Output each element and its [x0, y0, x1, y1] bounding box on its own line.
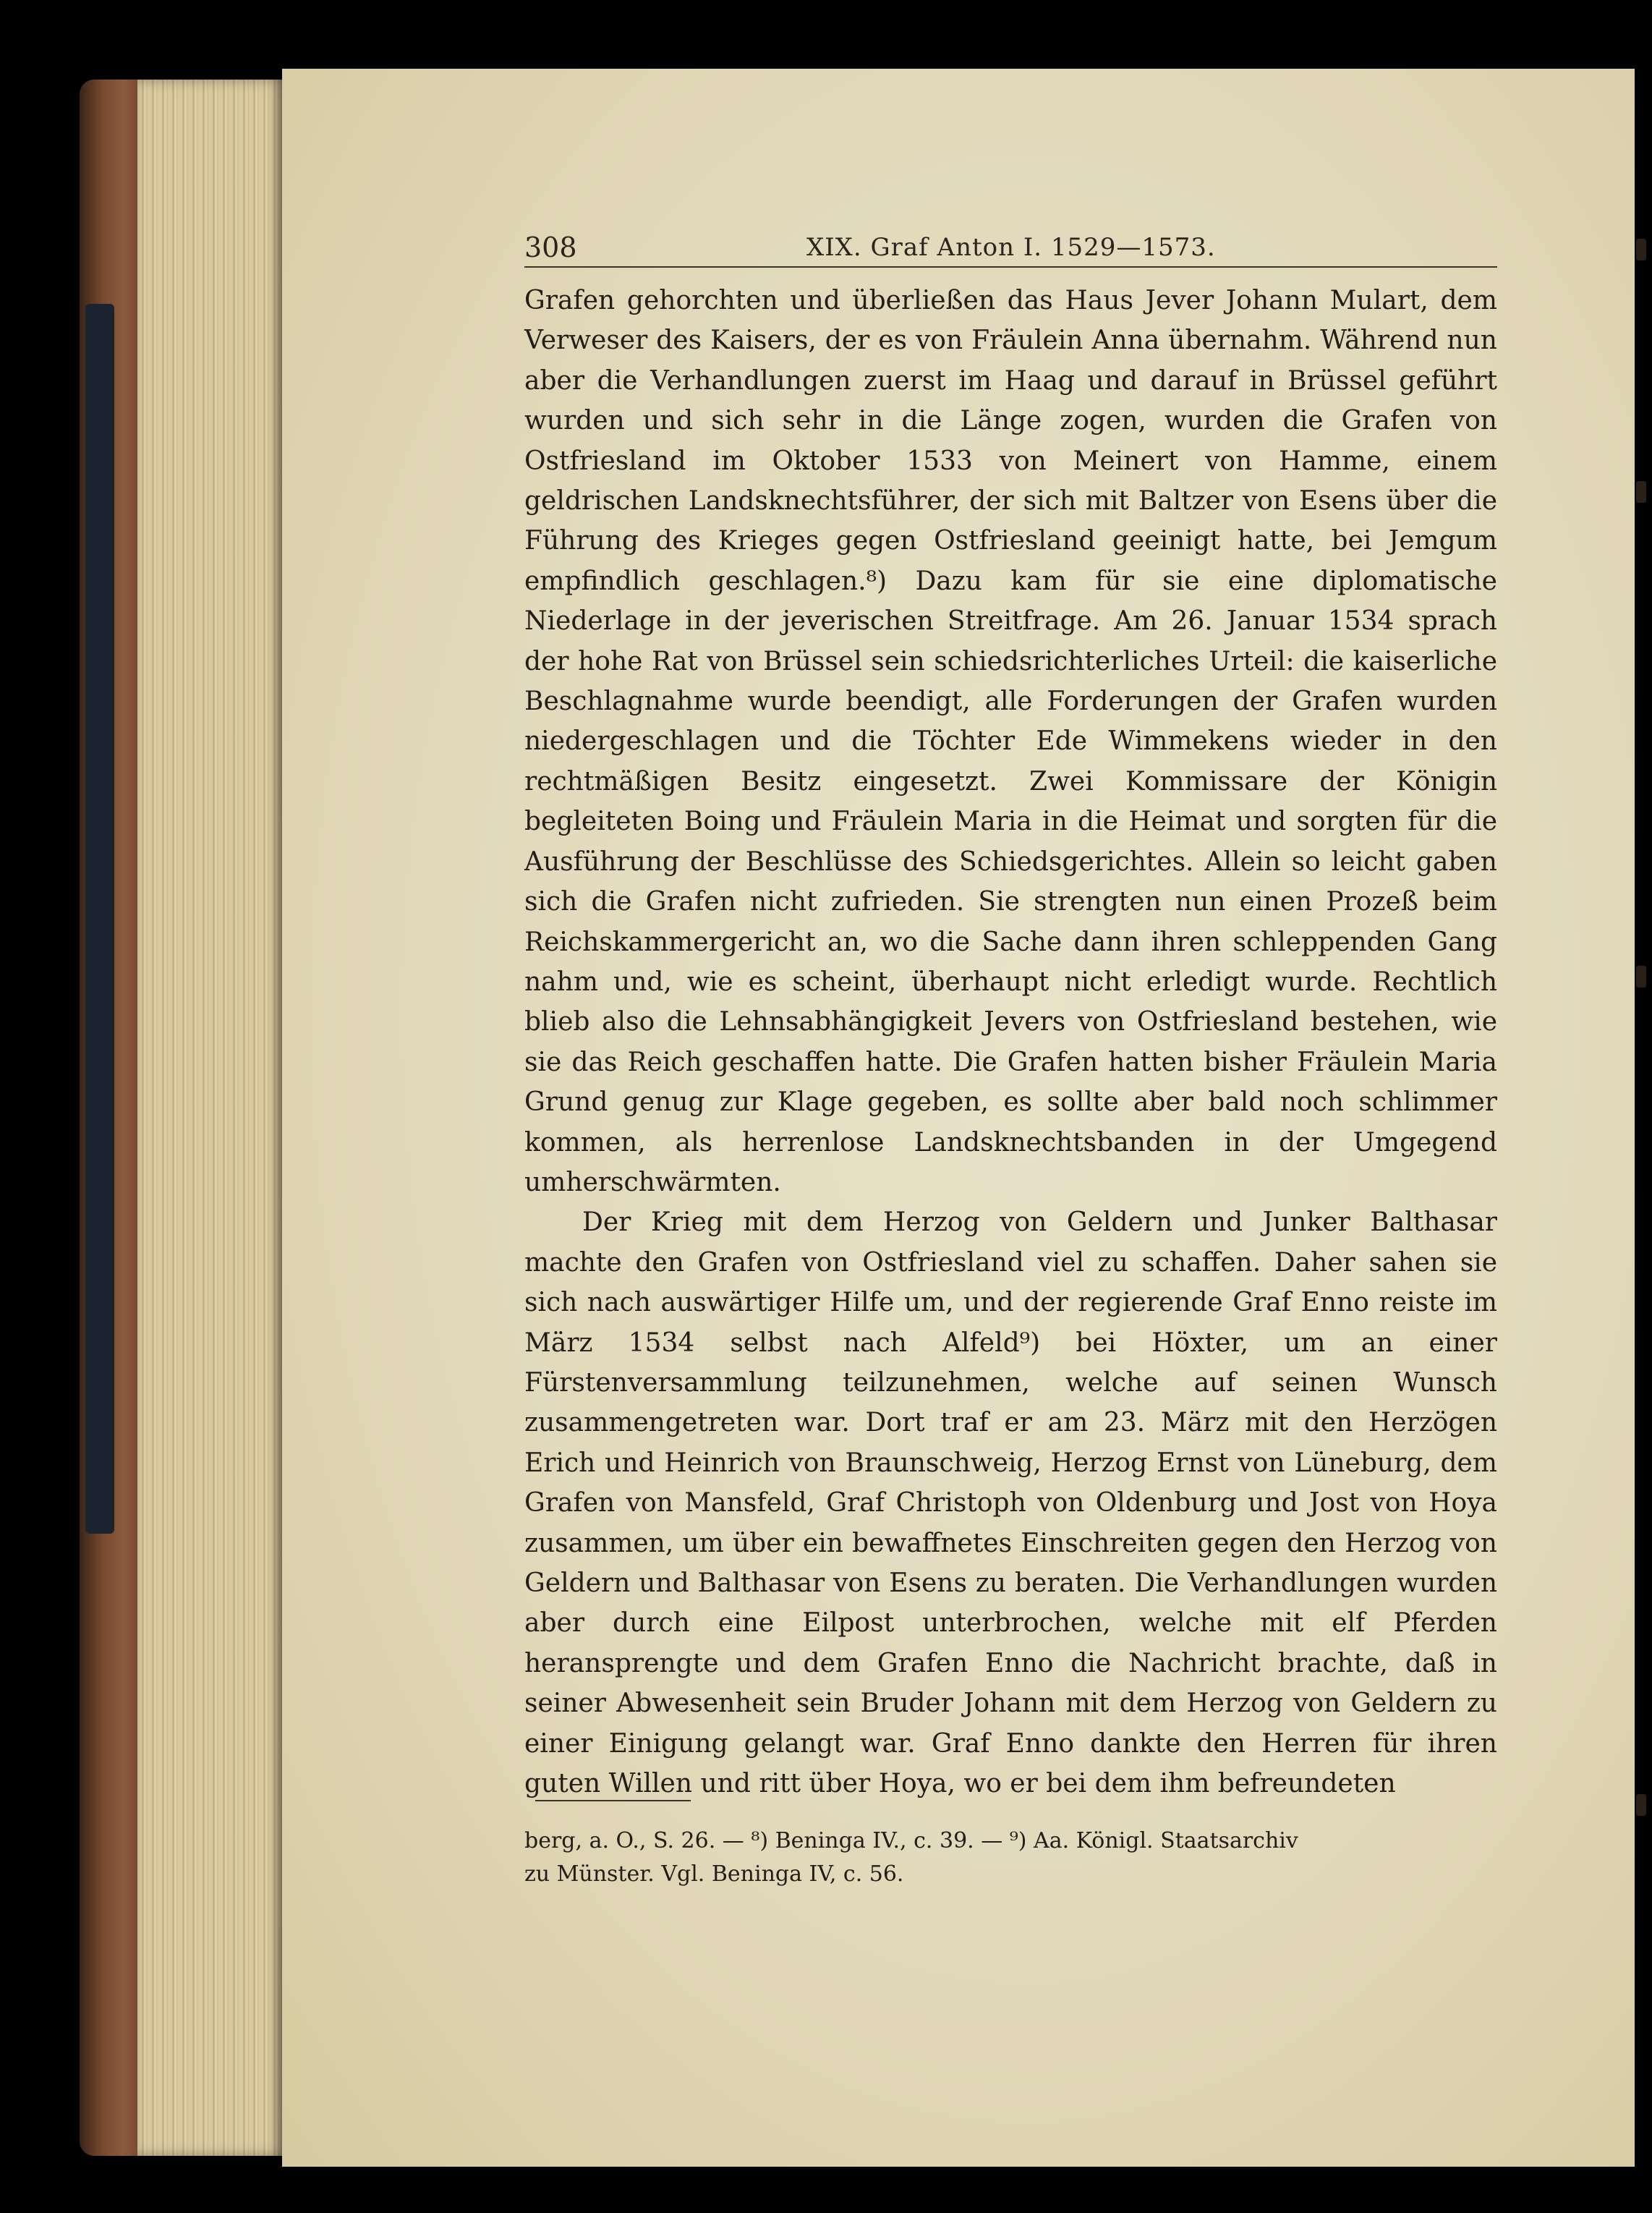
edge-mark — [1636, 239, 1646, 260]
page-header — [524, 226, 1497, 268]
spine-cloth-patch — [85, 304, 114, 1534]
footnote-rule — [535, 1800, 691, 1801]
edge-mark — [1636, 966, 1646, 987]
edge-mark — [1636, 1794, 1646, 1816]
page-body — [524, 281, 1497, 1804]
paragraph: Der Krieg mit dem Herzog von Geldern und Junker Balthasar machte den Grafen von Ostfriesland viel zu schaffen. Daher sahen sie sich nach auswärtiger Hilfe um, und der regierende Graf Enno reiste im März 1534 selbst nach Alfeld⁹) bei Höxter, um an einer Fürstenversammlung teilzunehmen, welche auf seinen Wunsch zusammengetreten war. Dort traf er am 23. März mit den Herzögen Erich und Heinrich von Braunschweig, Herzog Ernst von Lüneburg, dem Grafen von Mansfeld, Graf Christoph von Oldenburg und Jost von Hoya zusammen, um über ein bewaffnetes Einschreiten gegen den Herzog von Geldern und Balthasar von Esens zu beraten. Die Verhandlungen wurden aber durch eine Eilpost unterbrochen, welche mit elf Pferden heransprengte und dem Grafen Enno die Nachricht brachte, daß in seiner Abwesenheit sein Bruder Johann mit dem Herzog von Geldern zu einer Einigung gelangt war. Graf Enno dankte den Herren für ihren guten Willen und ritt über Hoya, wo er bei dem ihm befreundeten — [524, 1207, 1497, 1799]
edge-mark — [1636, 481, 1646, 503]
page-edges — [137, 80, 289, 2156]
page-number: 308 — [524, 232, 577, 263]
running-title: XIX. Graf Anton I. 1529—1573. — [806, 233, 1216, 262]
footnote-line: zu Münster. Vgl. Beninga IV, c. 56. — [524, 1861, 904, 1887]
footnotes — [524, 1825, 1497, 1891]
paragraph: Grafen gehorchten und überließen das Haus Jever Johann Mulart, dem Verweser des Kaisers, der es von Fräulein Anna übernahm. Während nun aber die Verhandlungen zuerst im Haag und darauf in Brüssel geführt wurden und sich sehr in die Länge zogen, wurden die Grafen von Ostfriesland im Oktober 1533 von Meinert von Hamme, einem geldrischen Landsknechtsführer, der sich mit Baltzer von Esens über die Führung des Krieges gegen Ostfriesland geeinigt hatte, bei Jemgum empfindlich geschlagen.⁸) Dazu kam für sie eine diplomatische Niederlage in der jeverischen Streitfrage. Am 26. Januar 1534 sprach der hohe Rat von Brüssel sein schiedsrichterliches Urteil: die kaiserliche Beschlagnahme wurde beendigt, alle Forderungen der Grafen wurden niedergeschlagen und die Töchter Ede Wimmekens wieder in den rechtmäßigen Besitz eingesetzt. Zwei Kommissare der Königin begleiteten Boing und Fräulein Maria in die Heimat und sorgten für die Ausführung der Beschlüsse des Schiedsgerichtes. Allein so leicht gaben sich die Grafen nicht zufrieden. Sie strengten nun einen Prozeß beim Reichskammergericht an, wo die Sache dann ihren schleppenden Gang nahm und, wie es scheint, überhaupt nicht erledigt wurde. Rechtlich blieb also die Lehnsabhängigkeit Jevers von Ostfriesland bestehen, wie sie das Reich geschaffen hatte. Die Grafen hatten bisher Fräulein Maria Grund genug zur Klage gegeben, es sollte aber bald noch schlimmer kommen, als herrenlose Landsknechtsbanden in der Umgegend umherschwärmten. — [524, 286, 1497, 1197]
footnote-line: berg, a. O., S. 26. — ⁸) Beninga IV., c. 39. — ⁹) Aa. Königl. Staatsarchiv — [524, 1828, 1298, 1853]
